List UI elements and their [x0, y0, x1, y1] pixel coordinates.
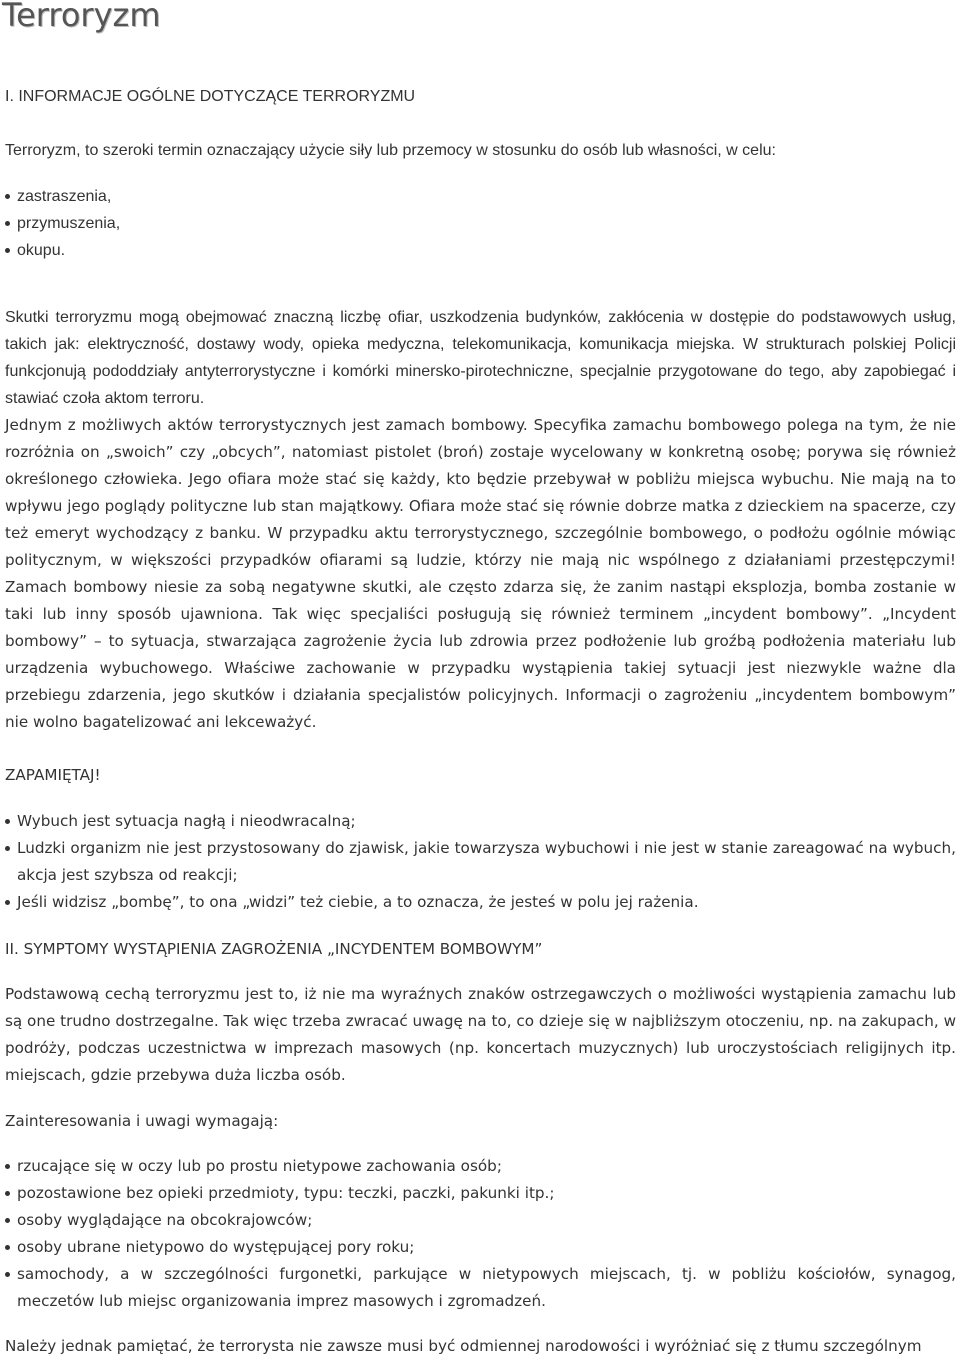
- list-item: zastraszenia,: [5, 183, 956, 210]
- list-item: rzucające się w oczy lub po prostu nietypowe zachowania osób;: [5, 1153, 956, 1180]
- list-item: Wybuch jest sytuacja nagłą i nieodwracalną;: [5, 808, 956, 835]
- remember-list: [5, 808, 956, 916]
- list-item: osoby wyglądające na obcokrajowców;: [5, 1207, 956, 1234]
- goals-list: [5, 183, 956, 264]
- list-item: osoby ubrane nietypowo do występującej pory roku;: [5, 1234, 956, 1261]
- list-item: pozostawione bez opieki przedmioty, typu: teczki, paczki, pakunki itp.;: [5, 1180, 956, 1207]
- attention-label: Zainteresowania i uwagi wymagają:: [5, 1112, 279, 1130]
- list-item: Ludzki organizm nie jest przystosowany do zjawisk, jakie towarzysza wybuchowi i nie jest w stanie zareagować na wybuch, akcja jest szybsza od reakcji;: [5, 835, 956, 889]
- attention-list: [5, 1153, 956, 1315]
- section-2-heading: II. SYMPTOMY WYSTĄPIENIA ZAGROŻENIA „INCYDENTEM BOMBOWYM”: [5, 940, 543, 958]
- list-item: samochody, a w szczególności furgonetki, parkujące w nietypowych miejscach, tj. w pobliżu kościołów, synagog, meczetów lub miejsc organizowania imprez masowych i zgromadzeń.: [5, 1261, 956, 1315]
- list-item: przymuszenia,: [5, 210, 956, 237]
- paragraph-text: Skutki terroryzmu mogą obejmować znaczną liczbę ofiar, uszkodzenia budynków, zakłócenia w dostępie do podstawowych usług, takich jak: elektryczność, dostawy wody, opieka medyczna, telekomunikacja, komunikacja miejska. W strukturach polskiej Policji funkcjonują pododdziały antyterrorystyczne i komórki minersko-pirotechniczne, specjalnie przygotowane do tego, aby zapobiegać i stawiać czoła aktom terroru.: [5, 309, 956, 407]
- section-2-paragraph-1: Podstawową cechą terroryzmu jest to, iż nie ma wyraźnych znaków ostrzegawczych o możliwości wystąpienia zamachu lub są one trudno dostrzegalne. Tak więc trzeba zwracać uwagę na to, co dzieje się w najbliższym otoczeniu, np. na zakupach, w podróży, podczas uczestnictwa w imprezach masowych (np. koncertach muzycznych) lub uroczystościach religijnych itp. miejscach, gdzie przebywa duża liczba osób.: [5, 985, 956, 1084]
- section-2-paragraph-2: Należy jednak pamiętać, że terrorysta nie zawsze musi być odmiennej narodowości i wyróżniać się z tłumu szczególnym: [5, 1337, 922, 1355]
- page-title: Terroryzm: [2, 0, 161, 34]
- section-1-paragraph-2: Jednym z możliwych aktów terrorystycznych jest zamach bombowy. Specyfika zamachu bombowego polega na tym, że nie rozróżnia on „swoich” czy „obcych”, natomiast pistolet (broń) zostaje wycelowany w konkretną osobę; porywa się również określonego człowieka. Jego ofiara może stać się każdy, kto będzie przebywał w pobliżu miejsca wybuchu. Nie mają na to wpływu jego poglądy polityczne lub stan majątkowy. Ofiara może stać się równie dobrze matka z dzieckiem na spacerze, czy też emeryt wychodzący z banku. W przypadku aktu terrorystycznego, szczególnie bombowego, o podłożu ogólnie mówiąc politycznym, w większości przypadków ofiarami są ludzie, którzy nie mają nic wspólnego z działaniami przestępczymi! Zamach bombowy niesie za sobą negatywne skutki, ale często zdarza się, że zanim nastąpi eksplozja, bomba zostanie w taki lub inny sposób ujawniona. Tak więc specjaliści posługują się również terminem „incydent bombowy”. „Incydent bombowy” – to sytuacja, stwarzająca zagrożenie życia lub zdrowia przez podłożenie lub groźbą podłożenia materiału lub urządzenia wybuchowego. Właściwe zachowanie w przypadku wystąpienia takiej sytuacji jest niezwykle ważne dla przebiegu zdarzenia, jego skutków i działania specjalistów policyjnych. Informacji o zagrożeniu „incydentem bombowym” nie wolno bagatelizować ani lekceważyć.: [5, 416, 956, 731]
- list-item: Jeśli widzisz „bombę”, to ona „widzi” też ciebie, a to oznacza, że jesteś w polu jej rażenia.: [5, 889, 956, 916]
- list-item: okupu.: [5, 237, 956, 264]
- section-1-paragraph-1: [5, 304, 956, 412]
- remember-label: ZAPAMIĘTAJ!: [5, 766, 101, 784]
- section-1-heading: I. INFORMACJE OGÓLNE DOTYCZĄCE TERRORYZMU: [5, 88, 416, 105]
- section-1-intro: Terroryzm, to szeroki termin oznaczający użycie siły lub przemocy w stosunku do osób lub własności, w celu:: [5, 142, 776, 159]
